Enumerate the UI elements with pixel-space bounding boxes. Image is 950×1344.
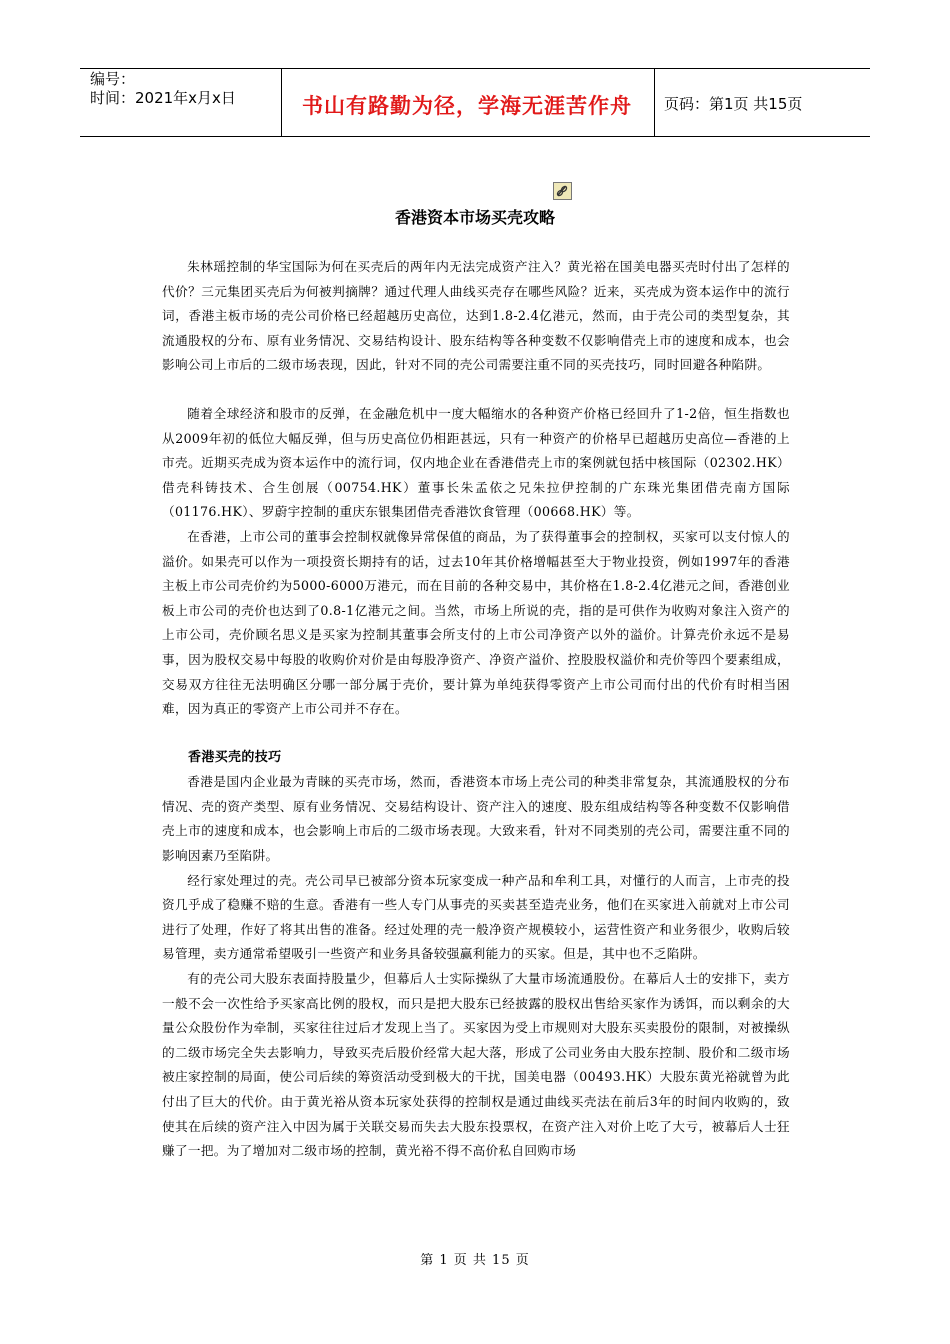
document-body bbox=[162, 255, 790, 1164]
document-title: 香港资本市场买壳攻略 bbox=[394, 208, 555, 227]
embedded-object-icon[interactable] bbox=[553, 182, 572, 200]
header-date-label: 时间：2021年x月x日 bbox=[90, 89, 236, 107]
paragraph: 在香港，上市公司的董事会控制权就像异常保值的商品，为了获得董事会的控制权，买家可以支付惊人的溢价。如果壳可以作为一项投资长期持有的话，过去10年其价格增幅甚至大于物业投资，例如1997年的香港主板上市公司壳价约为5000-6000万港元，而在目前的各种交易中，其价格在1.8-2.4亿港元之间，香港创业板上市公司的壳价也达到了0.8-1亿港元之间。当然，市场上所说的壳，指的是可供作为收购对象注入资产的上市公司，壳价顾名思义是买家为控制其董事会所支付的上市公司净资产以外的溢价。计算壳价永远不是易事，因为股权交易中每股的收购价对价是由每股净资产、净资产溢价、控股股权溢价和壳价等四个要素组成，交易双方往往无法明确区分哪一部分属于壳价，要计算为单纯获得零资产上市公司而付出的代价有时相当困难，因为真正的零资产上市公司并不存在。 bbox=[162, 528, 790, 717]
header-page-info: 页码：第1页 共15页 bbox=[664, 95, 803, 113]
section-heading: 香港买壳的技巧 bbox=[188, 749, 282, 765]
page-footer: 第 1 页 共 15 页 bbox=[420, 1253, 530, 1268]
header-bottom-border bbox=[80, 136, 870, 137]
header-divider-right bbox=[654, 68, 655, 136]
link-icon bbox=[554, 183, 571, 199]
header-motto: 书山有路勤为径，学海无涯苦作舟 bbox=[302, 94, 632, 118]
paragraph: 朱林瑶控制的华宝国际为何在买壳后的两年内无法完成资产注入？黄光裕在国美电器买壳时付出了怎样的代价？三元集团买壳后为何被判摘牌？通过代理人曲线买壳存在哪些风险？近来，买壳成为资本运作中的流行词，香港主板市场的壳公司价格已经超越历史高位，达到1.8-2.4亿港元，然而，由于壳公司的类型复杂，其流通股权的分布、原有业务情况、交易结构设计、股东结构等各种变数不仅影响借壳上市的速度和成本，也会影响公司上市后的二级市场表现，因此，针对不同的壳公司需要注重不同的买壳技巧，同时回避各种陷阱。 bbox=[162, 259, 790, 373]
header-top-border bbox=[80, 68, 870, 69]
paragraph: 随着全球经济和股市的反弹，在金融危机中一度大幅缩水的各种资产价格已经回升了1-2倍，恒生指数也从2009年初的低位大幅反弹，但与历史高位仍相距甚远，只有一种资产的价格早已超越历史高位—香港的上市壳。近期买壳成为资本运作中的流行词，仅内地企业在香港借壳上市的案例就包括中核国际（02302.HK）借壳科铸技术、合生创展（00754.HK）董事长朱孟依之兄朱拉伊控制的广东珠光集团借壳南方国际（01176.HK）、罗蔚宇控制的重庆东银集团借壳香港饮食管理（00668.HK）等。 bbox=[162, 405, 790, 520]
paragraph: 香港是国内企业最为青睐的买壳市场，然而，香港资本市场上壳公司的种类非常复杂，其流通股权的分布情况、壳的资产类型、原有业务情况、交易结构设计、资产注入的速度、股东组成结构等各种变数不仅影响借壳上市的速度和成本，也会影响上市后的二级市场表现。大致来看，针对不同类别的壳公司，需要注重不同的影响因素乃至陷阱。 bbox=[162, 774, 790, 864]
paragraph: 经行家处理过的壳。壳公司早已被部分资本玩家变成一种产品和牟利工具，对懂行的人而言，上市壳的投资几乎成了稳赚不赔的生意。香港有一些人专门从事壳的买卖甚至造壳业务，他们在买家进入前就对上市公司进行了处理，作好了将其出售的准备。经过处理的壳一般净资产规模较小，运营性资产和业务很少，收购后较易管理，卖方通常希望吸引一些资产和业务具备较强赢利能力的买家。但是，其中也不乏陷阱。 bbox=[162, 872, 790, 962]
header-meta bbox=[90, 70, 280, 108]
paragraph: 有的壳公司大股东表面持股量少，但幕后人士实际操纵了大量市场流通股份。在幕后人士的安排下，卖方一般不会一次性给予买家高比例的股权，而只是把大股东已经披露的股权出售给买家作为诱饵，而以剩余的大量公众股份作为牵制，买家往往过后才发现上当了。买家因为受上市规则对大股东买卖股份的限制，对被操纵的二级市场完全失去影响力，导致买壳后股价经常大起大落，形成了公司业务由大股东控制、股价和二级市场被庄家控制的局面，使公司后续的筹资活动受到极大的干扰，国美电器（00493.HK）大股东黄光裕就曾为此付出了巨大的代价。由于黄光裕从资本玩家处获得的控制权是通过曲线买壳法在前后3年的时间内收购的，致使其在后续的资产注入中因为属于关联交易而失去大股东投票权，在资产注入对价上吃了大亏，被幕后人士狂赚了一把。为了增加对二级市场的控制，黄光裕不得不高价私自回购市场 bbox=[162, 971, 790, 1159]
header-number-label: 编号： bbox=[90, 70, 136, 88]
